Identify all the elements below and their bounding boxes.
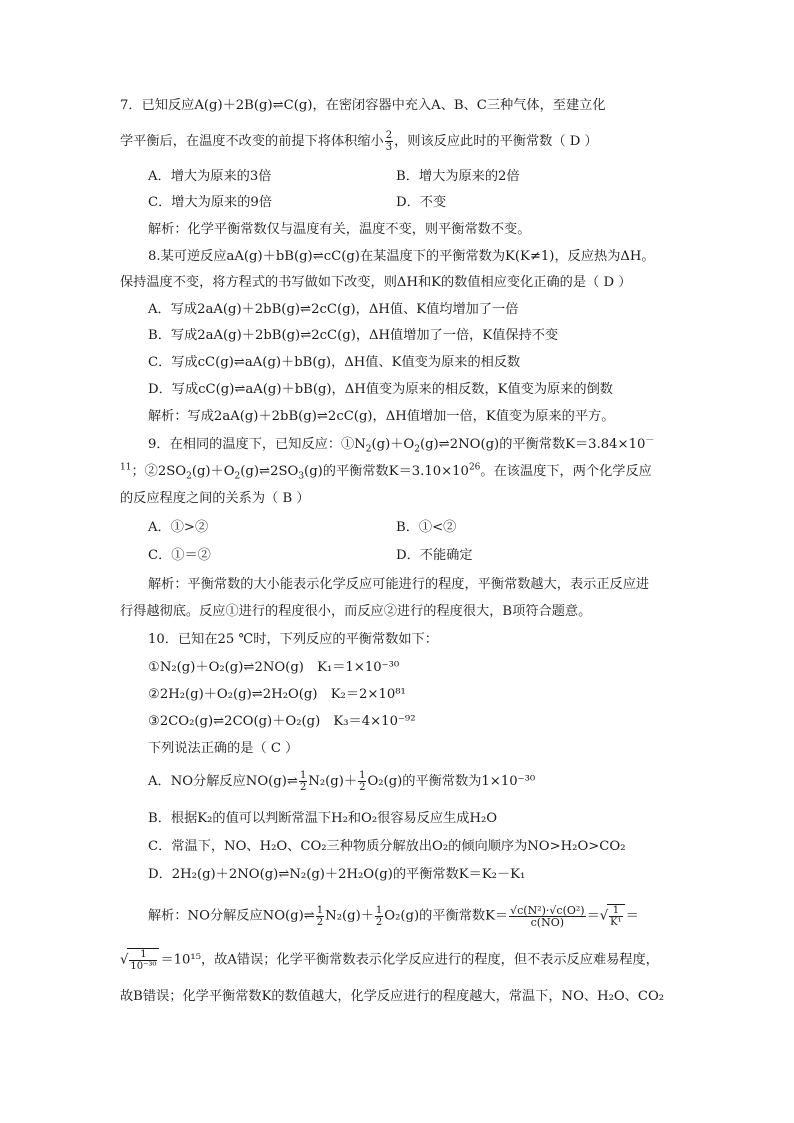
text: A．NO分解反应NO(g)⇌ bbox=[148, 774, 298, 789]
q10-analysis-line1 bbox=[148, 904, 676, 928]
q9-stem-line2: $^{11}$；$②2SO_2(g)+O_2(g)\rightleftharpoons 2SO_3(g)$的平衡常数$K=3.10\times 10^{26}$。在该温度下，两个化学反应 bbox=[120, 462, 652, 482]
q10-option-a bbox=[148, 770, 676, 793]
text: ＝ bbox=[586, 908, 600, 924]
q9-analysis-line2: 行得越彻底。反应①进行的程度很小，而反应②进行的程度很大，B项符合题意。 bbox=[120, 604, 592, 619]
text: (g)⇌2SO bbox=[240, 464, 299, 479]
fraction bbox=[375, 905, 383, 928]
q9-option-c: C．①＝② bbox=[148, 548, 211, 563]
q10-analysis-line2 bbox=[120, 948, 676, 972]
exponent: 26 bbox=[468, 462, 481, 473]
equilibrium-fraction bbox=[509, 905, 585, 928]
q10-option-d: D．2H₂(g)＋2NO(g)⇌N₂(g)＋2H₂O(g)的平衡常数K＝K₂－K₁ bbox=[148, 867, 526, 882]
numerator: 2 bbox=[385, 130, 393, 141]
text: N₂(g)＋ bbox=[308, 774, 358, 789]
denominator: 2 bbox=[375, 916, 383, 928]
text: N₂(g)＋ bbox=[325, 908, 374, 924]
q7-options-row1 bbox=[148, 166, 676, 188]
q9-stem-line3: 的反应程度之间的关系为（ B ） bbox=[120, 491, 310, 506]
numerator: 1 bbox=[129, 949, 157, 961]
q8-stem-line1: 8.某可逆反应aA(g)＋bB(g)⇌cC(g)在某温度下的平衡常数为K(K≠1)，反应热为ΔH。 bbox=[148, 249, 655, 264]
q10-reaction-2: ②2H₂(g)＋O₂(g)⇌2H₂O(g) K₂＝2×10⁸¹ bbox=[148, 687, 406, 702]
exponent: 11 bbox=[120, 462, 132, 473]
q7-stem-part: 7．已知反应A(g)＋2B(g) bbox=[120, 98, 273, 113]
q8-stem-line2: 保持温度不变，将方程式的书写做如下改变，则ΔH和K的数值相应变化正确的是（ D ） bbox=[120, 275, 632, 290]
reversible-arrow-icon: ⇌ bbox=[272, 98, 284, 113]
denominator: 2 bbox=[299, 782, 307, 793]
fraction bbox=[316, 905, 324, 928]
q7-stem-part: ，则该反应此时的平衡常数（ D ） bbox=[394, 134, 598, 149]
q7-analysis: 解析：化学平衡常数仅与温度有关，温度不变，则平衡常数不变。 bbox=[148, 222, 531, 237]
denominator: 3 bbox=[385, 142, 393, 153]
numerator: 1 bbox=[359, 770, 366, 781]
q7-option-d: D．不变 bbox=[396, 195, 447, 210]
text: ＝10¹⁵，故A错误；化学平衡常数表示化学反应进行的程度，但不表示反应难易程度， bbox=[160, 952, 659, 968]
q7-options-row2 bbox=[148, 192, 676, 214]
denominator: c(NO) bbox=[530, 915, 565, 929]
denominator: 10⁻³⁰ bbox=[130, 961, 157, 972]
q10-stem: 10．已知在25 ℃时，下列反应的平衡常数如下： bbox=[148, 632, 438, 647]
q7-option-b: B．增大为原来的2倍 bbox=[396, 169, 520, 184]
q8-analysis: 解析：写成2aA(g)＋2bB(g)⇌2cC(g)，ΔH值增加一倍，K值变为原来的平方。 bbox=[148, 409, 615, 424]
q7-option-c: C．增大为原来的9倍 bbox=[148, 195, 272, 210]
q9-option-d: D．不能确定 bbox=[396, 548, 473, 563]
text: (g)⇌2NO(g)的平衡常数K＝3.84×10 bbox=[419, 437, 646, 452]
q9-options-row2 bbox=[148, 545, 676, 567]
text: ＝ bbox=[625, 908, 639, 924]
text: 解析：NO分解反应NO(g)⇌ bbox=[148, 908, 315, 924]
q9-analysis-line1: 解析：平衡常数的大小能表示化学反应可能进行的程度，平衡常数越大，表示正反应进 bbox=[148, 577, 650, 592]
fraction bbox=[299, 770, 307, 793]
text: O₂(g)的平衡常数为1×10⁻³⁰ bbox=[367, 774, 536, 789]
fraction bbox=[127, 948, 159, 972]
q10-option-c: C．常温下，NO、H₂O、CO₂三种物质分解放出O₂的倾向顺序为NO>H₂O>CO₂ bbox=[148, 839, 626, 854]
q7-stem-line2 bbox=[120, 130, 676, 153]
q8-option-a: A．写成2aA(g)＋2bB(g)⇌2cC(g)，ΔH值、K值均增加了一倍 bbox=[148, 302, 519, 317]
q9-options-row1 bbox=[148, 517, 676, 539]
text: 9．在相同的温度下，已知反应：①N bbox=[148, 437, 366, 452]
sqrt-icon: √ bbox=[120, 952, 129, 968]
text: (g)＋O bbox=[371, 437, 415, 452]
denominator: K¹ bbox=[610, 917, 622, 928]
text: 。在该温度下，两个化学反应 bbox=[480, 464, 652, 479]
fraction bbox=[358, 770, 366, 793]
q10-ask: 下列说法正确的是（ C ） bbox=[148, 741, 299, 756]
fraction bbox=[385, 130, 393, 153]
q9-stem-line1: 9．在相同的温度下，已知反应：$①N_2(g)+O_2(g)\rightleftharpoons 2NO(g)$的平衡常数K＝3.84×10－ bbox=[148, 435, 655, 455]
text: O₂(g)的平衡常数K＝ bbox=[384, 908, 509, 924]
numerator: 1 bbox=[299, 770, 307, 781]
text: ；②2SO bbox=[131, 464, 187, 479]
numerator: 1 bbox=[375, 904, 383, 916]
denominator: 2 bbox=[316, 916, 324, 928]
sqrt-icon: √ bbox=[599, 908, 609, 924]
q10-analysis-line3: 故B错误；化学平衡常数K的数值越大，化学反应进行的程度越大，常温下，NO、H₂O、CO₂ bbox=[120, 989, 665, 1004]
text: (g)的平衡常数K＝3.10×10 bbox=[304, 464, 469, 479]
q7-stem-part: 学平衡后，在温度不改变的前提下将体积缩小 bbox=[120, 134, 384, 149]
denominator: 2 bbox=[359, 782, 366, 793]
numerator: √c(N²)·√c(O²) bbox=[510, 903, 585, 917]
q10-reaction-1: ①N₂(g)＋O₂(g)⇌2NO(g) K₁＝1×10⁻³⁰ bbox=[148, 660, 400, 675]
exponent: － bbox=[645, 435, 655, 446]
q9-option-a: A．①>② bbox=[148, 520, 209, 535]
q8-option-c: C．写成cC(g)⇌aA(g)＋bB(g)，ΔH值、K值变为原来的相反数 bbox=[148, 355, 521, 370]
q8-option-b: B．写成2aA(g)＋2bB(g)⇌2cC(g)，ΔH值增加了一倍，K值保持不变 bbox=[148, 328, 559, 343]
q9-option-b: B．①<② bbox=[396, 520, 457, 535]
q7-stem-line1 bbox=[120, 95, 676, 117]
q10-reaction-3: ③2CO₂(g)⇌2CO(g)＋O₂(g) K₃＝4×10⁻⁹² bbox=[148, 714, 416, 729]
fraction bbox=[607, 904, 624, 928]
text: (g)＋O bbox=[191, 464, 235, 479]
numerator: 1 bbox=[316, 904, 324, 916]
q7-option-a: A．增大为原来的3倍 bbox=[148, 169, 272, 184]
numerator: 1 bbox=[609, 905, 622, 917]
q7-stem-part: C(g)，在密闭容器中充入A、B、C三种气体，至建立化 bbox=[283, 98, 606, 113]
q10-option-b: B．根据K₂的值可以判断常温下H₂和O₂很容易反应生成H₂O bbox=[148, 811, 498, 826]
q8-option-d: D．写成cC(g)⇌aA(g)＋bB(g)，ΔH值变为原来的相反数，K值变为原来的倒数 bbox=[148, 382, 613, 397]
